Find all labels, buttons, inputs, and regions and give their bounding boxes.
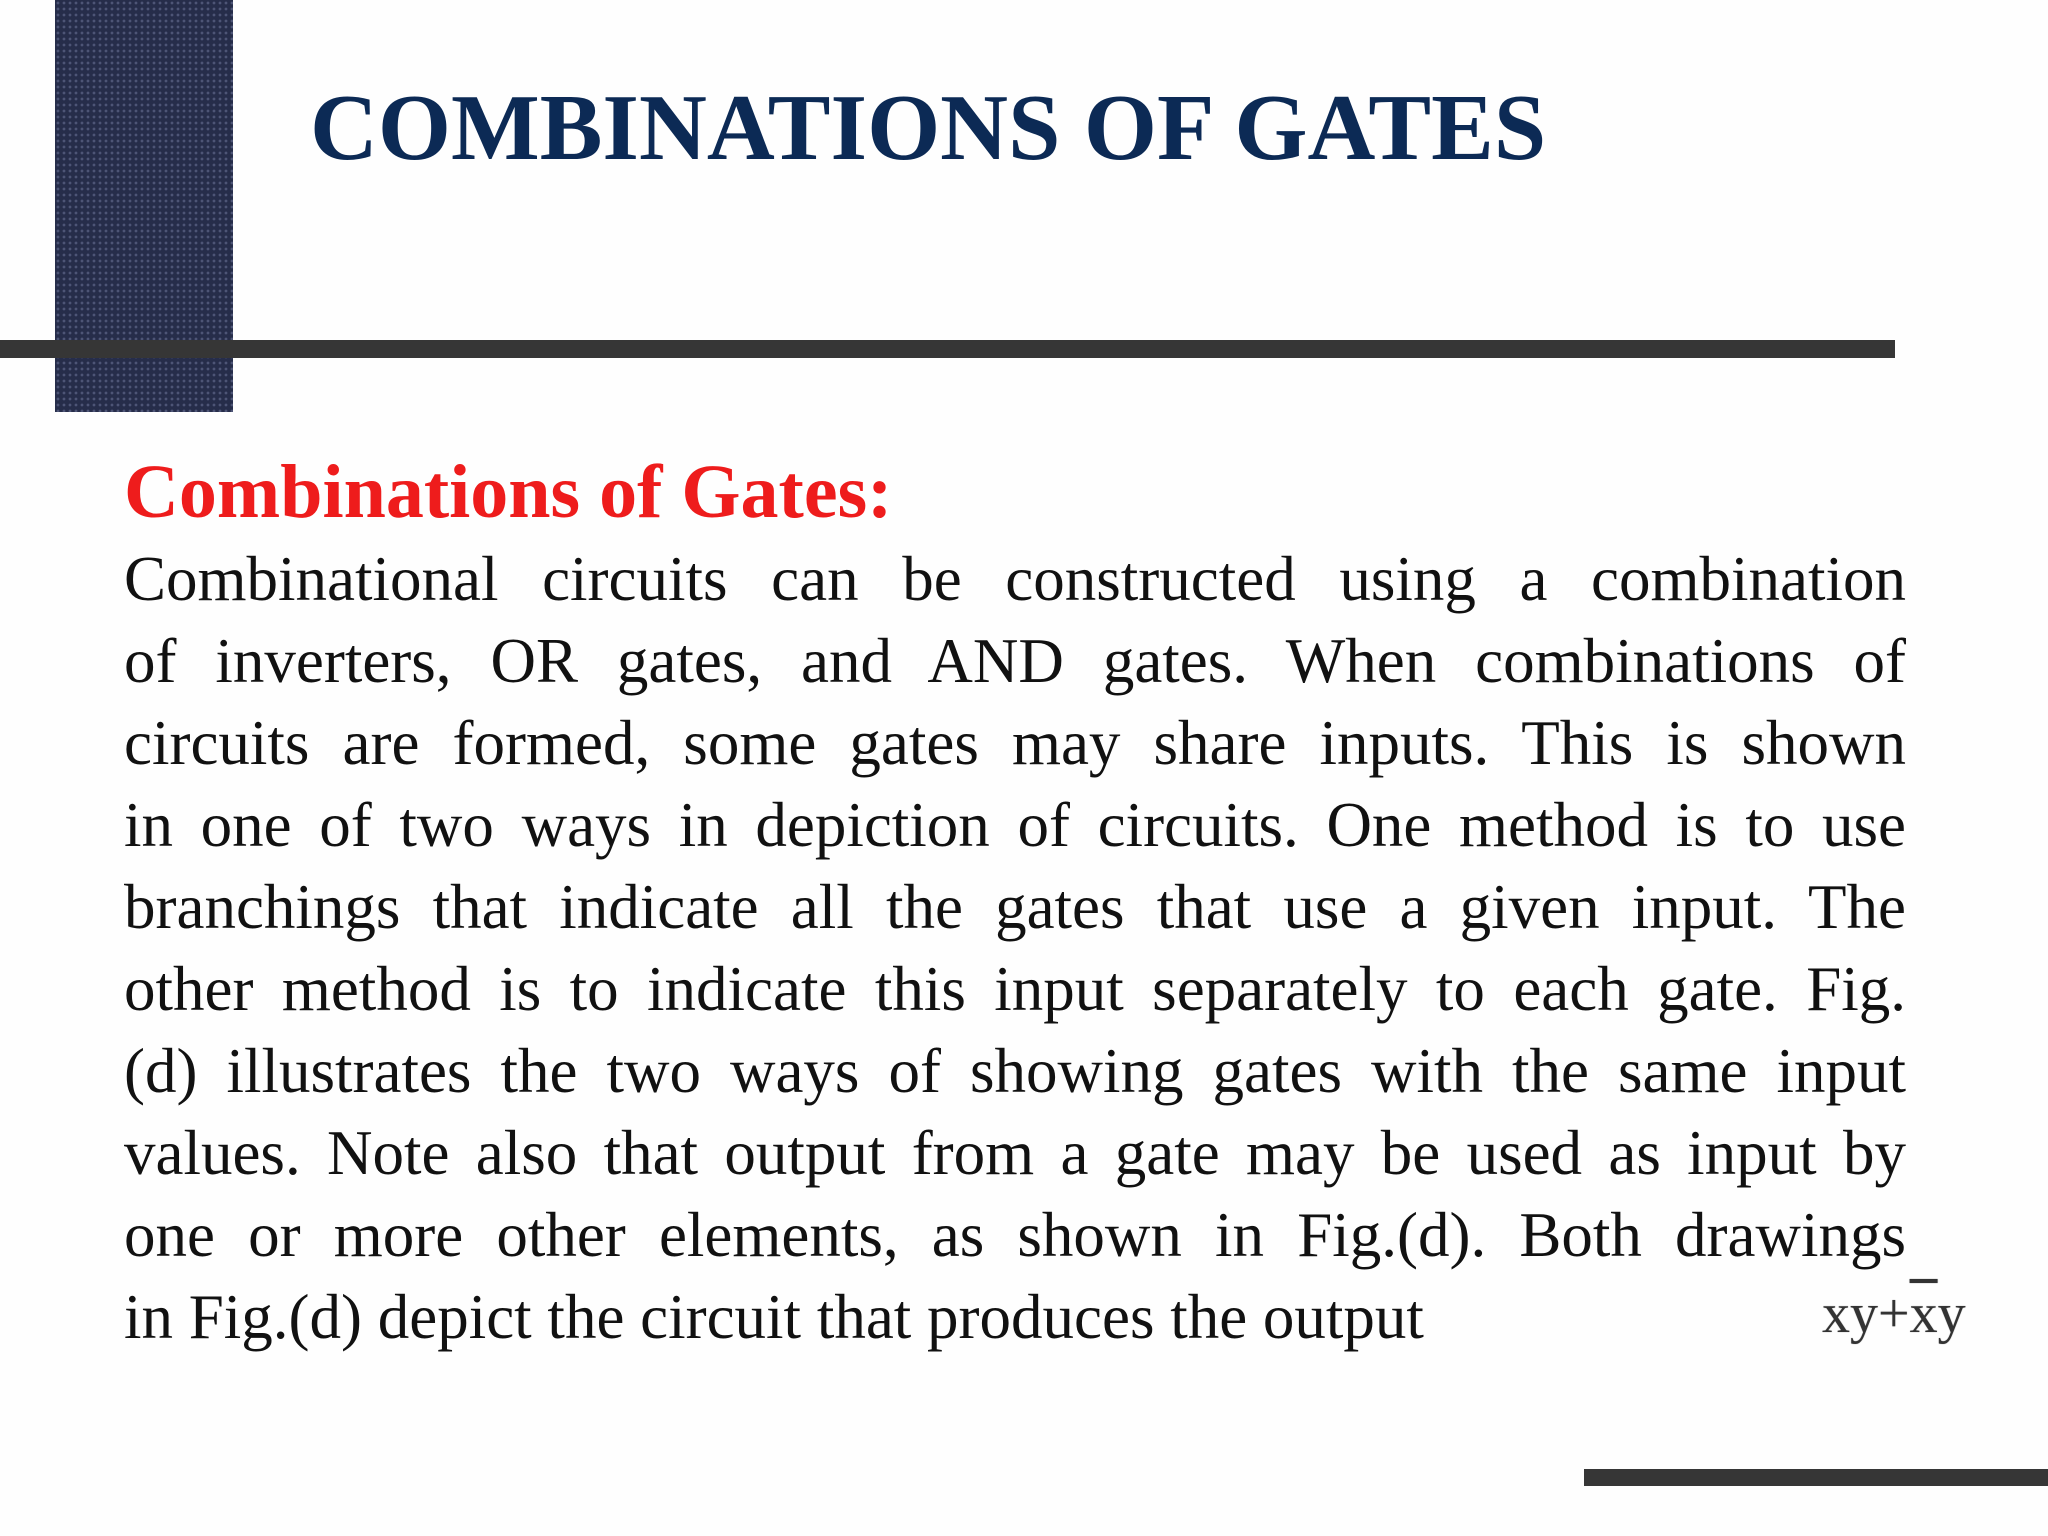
title-divider-rule [0, 340, 1895, 358]
body-line: in Fig.(d) depict the circuit that produces the output [124, 1282, 1424, 1352]
body-paragraph [124, 538, 1906, 1358]
body-line: of inverters, OR gates, and AND gates. When combinations of [124, 626, 1906, 696]
body-line: branchings that indicate all the gates that use a given input. The [124, 872, 1906, 942]
body-line: (d) illustrates the two ways of showing gates with the same input [124, 1036, 1906, 1106]
body-line: one or more other elements, as shown in Fig.(d). Both drawings [124, 1200, 1906, 1270]
section-heading: Combinations of Gates: [124, 450, 893, 534]
formula-term: xy+ [1822, 1283, 1910, 1345]
output-formula [1822, 1282, 1966, 1346]
body-line: circuits are formed, some gates may share inputs. This is shown [124, 708, 1906, 778]
formula-term: y [1937, 1283, 1966, 1345]
body-line: Combinational circuits can be constructed using a combination [124, 544, 1906, 614]
body-line: values. Note also that output from a gate may be used as input by [124, 1118, 1906, 1188]
slide-title: COMBINATIONS OF GATES [310, 76, 1547, 180]
body-line: in one of two ways in depiction of circuits. One method is to use [124, 790, 1906, 860]
formula-negated-variable: $\overline{x}$ [1909, 1283, 1938, 1345]
body-line: other method is to indicate this input separately to each gate. Fig. [124, 954, 1906, 1024]
footer-rule [1584, 1469, 2048, 1486]
